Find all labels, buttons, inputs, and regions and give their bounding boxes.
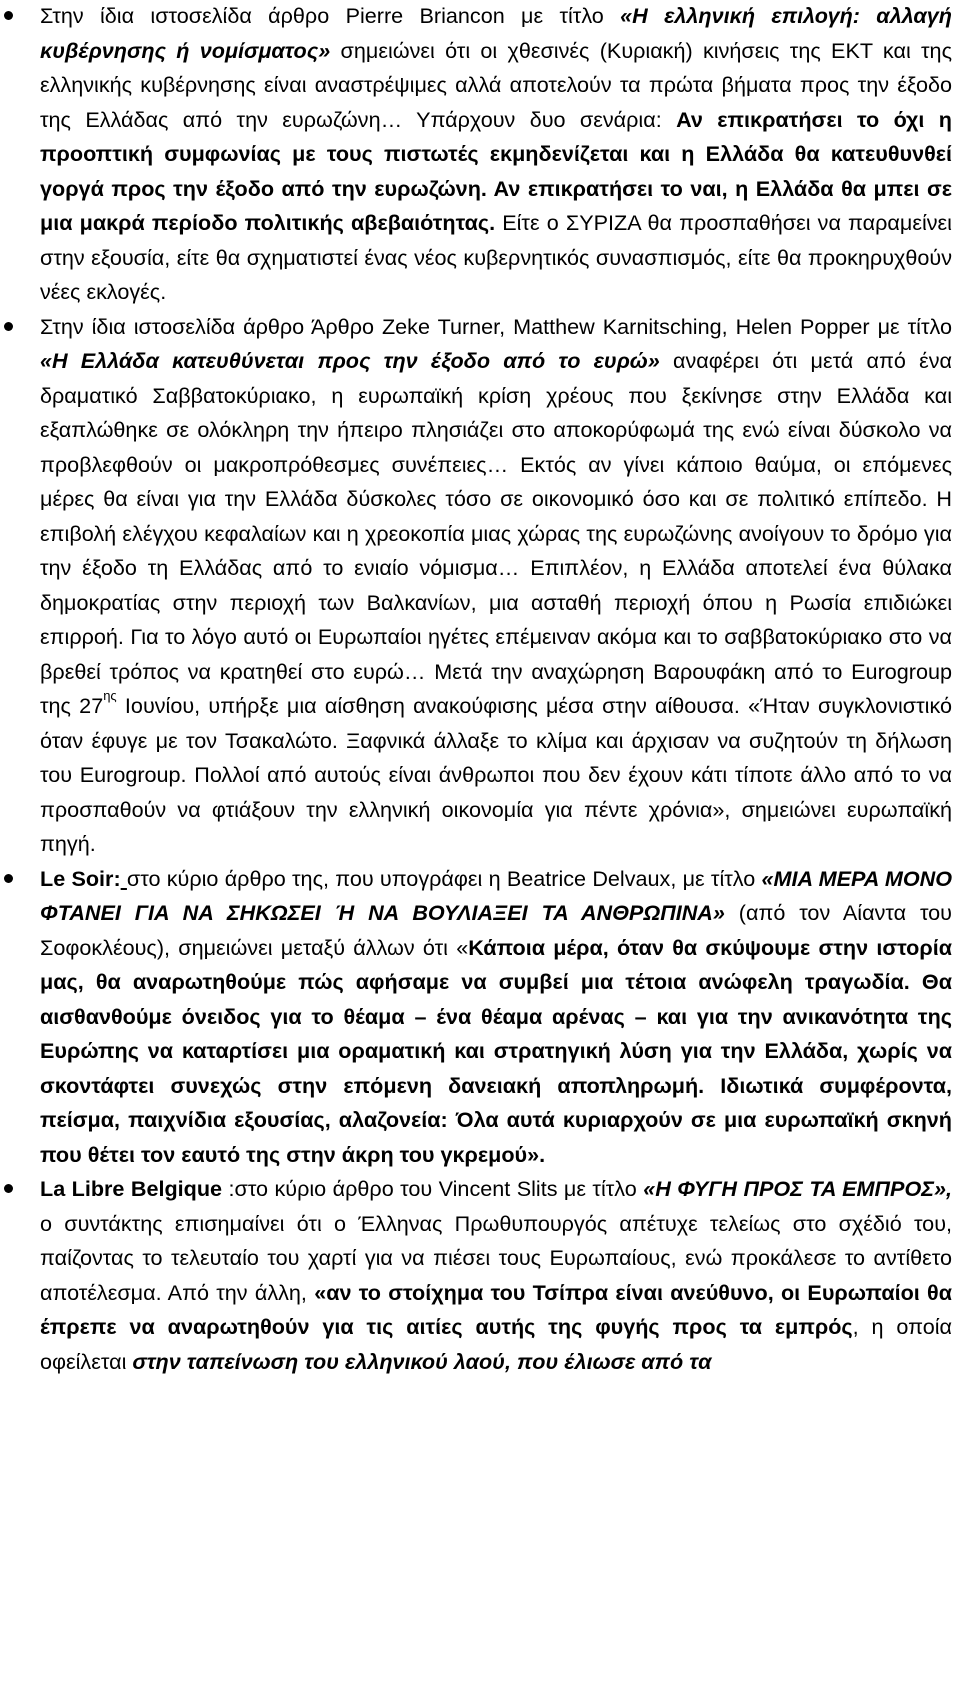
bullet-item: [0, 310, 960, 862]
article-title: «Η ελληνική επιλογή: αλλαγή κυβέρνησης ή νομίσματος»: [40, 3, 952, 63]
source-name: Le Soir:: [40, 865, 121, 891]
article-title: «Η Ελλάδα κατευθύνεται προς την έξοδο από το ευρώ»: [40, 348, 660, 373]
bold-italic-text: στην ταπείνωση του ελληνικού λαού, που έλιωσε από τα: [132, 1348, 712, 1374]
text-segment: , η οποία οφείλεται: [40, 1314, 952, 1374]
text-segment: :στο κύριο άρθρο του Vincent Slits με τίτλο: [222, 1176, 644, 1201]
source-name: La Libre Belgique: [40, 1176, 223, 1201]
text-segment: Είτε ο ΣΥΡΙΖΑ θα προσπαθήσει να παραμείνει στην εξουσία, είτε θα σχηματιστεί ένας νέος κυβερνητικός συνασπισμός, είτε θα προκηρυχθούν νέες εκλογές.: [40, 210, 952, 304]
bullet-item: [0, 0, 960, 310]
text-segment: αναφέρει ότι μετά από ένα δραματικό Σαββατοκύριακο, η ευρωπαϊκή κρίση χρέους που ξεκίνησε στην Ελλάδα και εξαπλώθηκε σε ολόκληρη την ήπειρο πλησιάζει στο αποκορύφωμά της ενώ είναι δύσκολο να προβλεφθούν οι μακροπρόθεσμες συνέπειες… Εκτός αν γίνει κάποιο θαύμα, οι επόμενες μέρες θα είναι για την Ελλάδα δύσκολες τόσο σε οικονομικό όσο και σε πολιτικό επίπεδο. Η επιβολή ελέγχου κεφαλαίων και η χρεοκοπία μιας χώρας της ευρωζώνης ανοίγουν το δρόμο για την έξοδο τη Ελλάδας από το ενιαίο νόμισμα… Επιπλέον, η Ελλάδα αποτελεί ένα θύλακα δημοκρατίας στην περιοχή των Βαλκανίων, μια ασταθή περιοχή όπου η Ρωσία επιδιώκει επιρροή. Για το λόγο αυτό οι Ευρωπαίοι ηγέτες επέμειναν ακόμα και το σαββατοκύριακο στο να βρεθεί τρόπος να κρατηθεί στο ευρώ… Μετά την αναχώρηση Βαρουφάκη από το Eurogroup της 27: [40, 348, 952, 718]
text-segment: στο κύριο άρθρο της, που υπογράφει η Beatrice Delvaux, με τίτλο: [126, 865, 762, 891]
bullet-item: [0, 862, 960, 1173]
ordinal-superscript: ης: [103, 688, 117, 703]
text-segment: Ιουνίου, υπήρξε μια αίσθηση ανακούφισης μέσα στην αίθουσα. «Ήταν συγκλονιστικό όταν έφυγε με τον Τσακαλώτο. Ξαφνικά άλλαξε το κλίμα και άρχισαν να συζητούν τη δήλωση του Eurogroup. Πολλοί από αυτούς είναι άνθρωποι που δεν έχουν κάτι τίποτε άλλο από το να προσπαθούν να φτιάξουν την ελληνική οικονομία για πέντε χρόνια», σημειώνει ευρωπαϊκή πηγή.: [40, 693, 952, 856]
bold-text: Αν επικρατήσει το όχι η προοπτική συμφωνίας με τους πιστωτές εκμηδενίζεται και η Ελλάδα θα κατευθυνθεί γοργά προς την έξοδο από την ευρωζώνη. Αν επικρατήσει το ναι, η Ελλάδα θα μπει σε μια μακρά περίοδο πολιτικής αβεβαιότητας.: [40, 106, 952, 235]
text-segment: (από τον Αίαντα του Σοφοκλέους), σημειώνει μεταξύ άλλων ότι «: [40, 900, 952, 960]
article-title: «ΜΙΑ ΜΕΡΑ ΜΟΝΟ ΦΤΑΝΕΙ ΓΙΑ ΝΑ ΣΗΚΩΣΕΙ Ή ΝΑ ΒΟΥΛΙΑΞΕΙ ΤΑ ΑΝΘΡΩΠΙΝΑ»: [40, 865, 953, 925]
text-segment: Στην ίδια ιστοσελίδα άρθρο Pierre Briancon με τίτλο: [40, 3, 621, 28]
text-segment: ο συντάκτης επισημαίνει ότι ο Έλληνας Πρωθυπουργός απέτυχε τελείως στο σχέδιό του, παίζοντας το τελευταίο του χαρτί για να πιέσει τους Ευρωπαίους, ενώ προκάλεσε το αντίθετο αποτέλεσμα. Από την άλλη,: [40, 1210, 952, 1305]
bold-text: «αν το στοίχημα του Τσίπρα είναι ανεύθυνο, οι Ευρωπαίοι θα έπρεπε να αναρωτηθούν για τις αιτίες αυτής της φυγής προς τα εμπρός: [40, 1279, 953, 1339]
bold-text: Κάποια μέρα, όταν θα σκύψουμε στην ιστορία μας, θα αναρωτηθούμε πώς αφήσαμε να συμβεί μια τέτοια ανώφελη τραγωδία. Θα αισθανθούμε όνειδος για το θέαμα – ένα θέαμα αρένας – και για την ανικανότητα της Ευρώπης να καταρτίσει μια οραματική και στρατηγική λύση για την Ελλάδα, χωρίς να σκοντάφτει συνεχώς στην επόμενη δανειακή αποπληρωμή. Ιδιωτικά συμφέροντα, πείσμα, παιχνίδια εξουσίας, αλαζονεία: Όλα αυτά κυριαρχούν σε μια ευρωπαϊκή σκηνή που θέτει τον εαυτό της στην άκρη του γκρεμού».: [40, 934, 952, 1167]
article-title: «Η ΦΥΓΗ ΠΡΟΣ ΤΑ ΕΜΠΡΟΣ»,: [643, 1176, 952, 1201]
text-segment: Στην ίδια ιστοσελίδα άρθρο Άρθρο Zeke Turner, Matthew Karnitsching, Helen Popper με τίτλο: [40, 313, 952, 339]
text-segment: σημειώνει ότι οι χθεσινές (Κυριακή) κινήσεις της ΕΚΤ και της ελληνικής κυβέρνησης είναι αναστρέψιμες αλλά αποτελούν τα πρώτα βήματα προς την έξοδο της Ελλάδας από την ευρωζώνη… Υπάρχουν δυο σενάρια:: [40, 37, 952, 132]
bullet-item: [0, 1172, 960, 1379]
